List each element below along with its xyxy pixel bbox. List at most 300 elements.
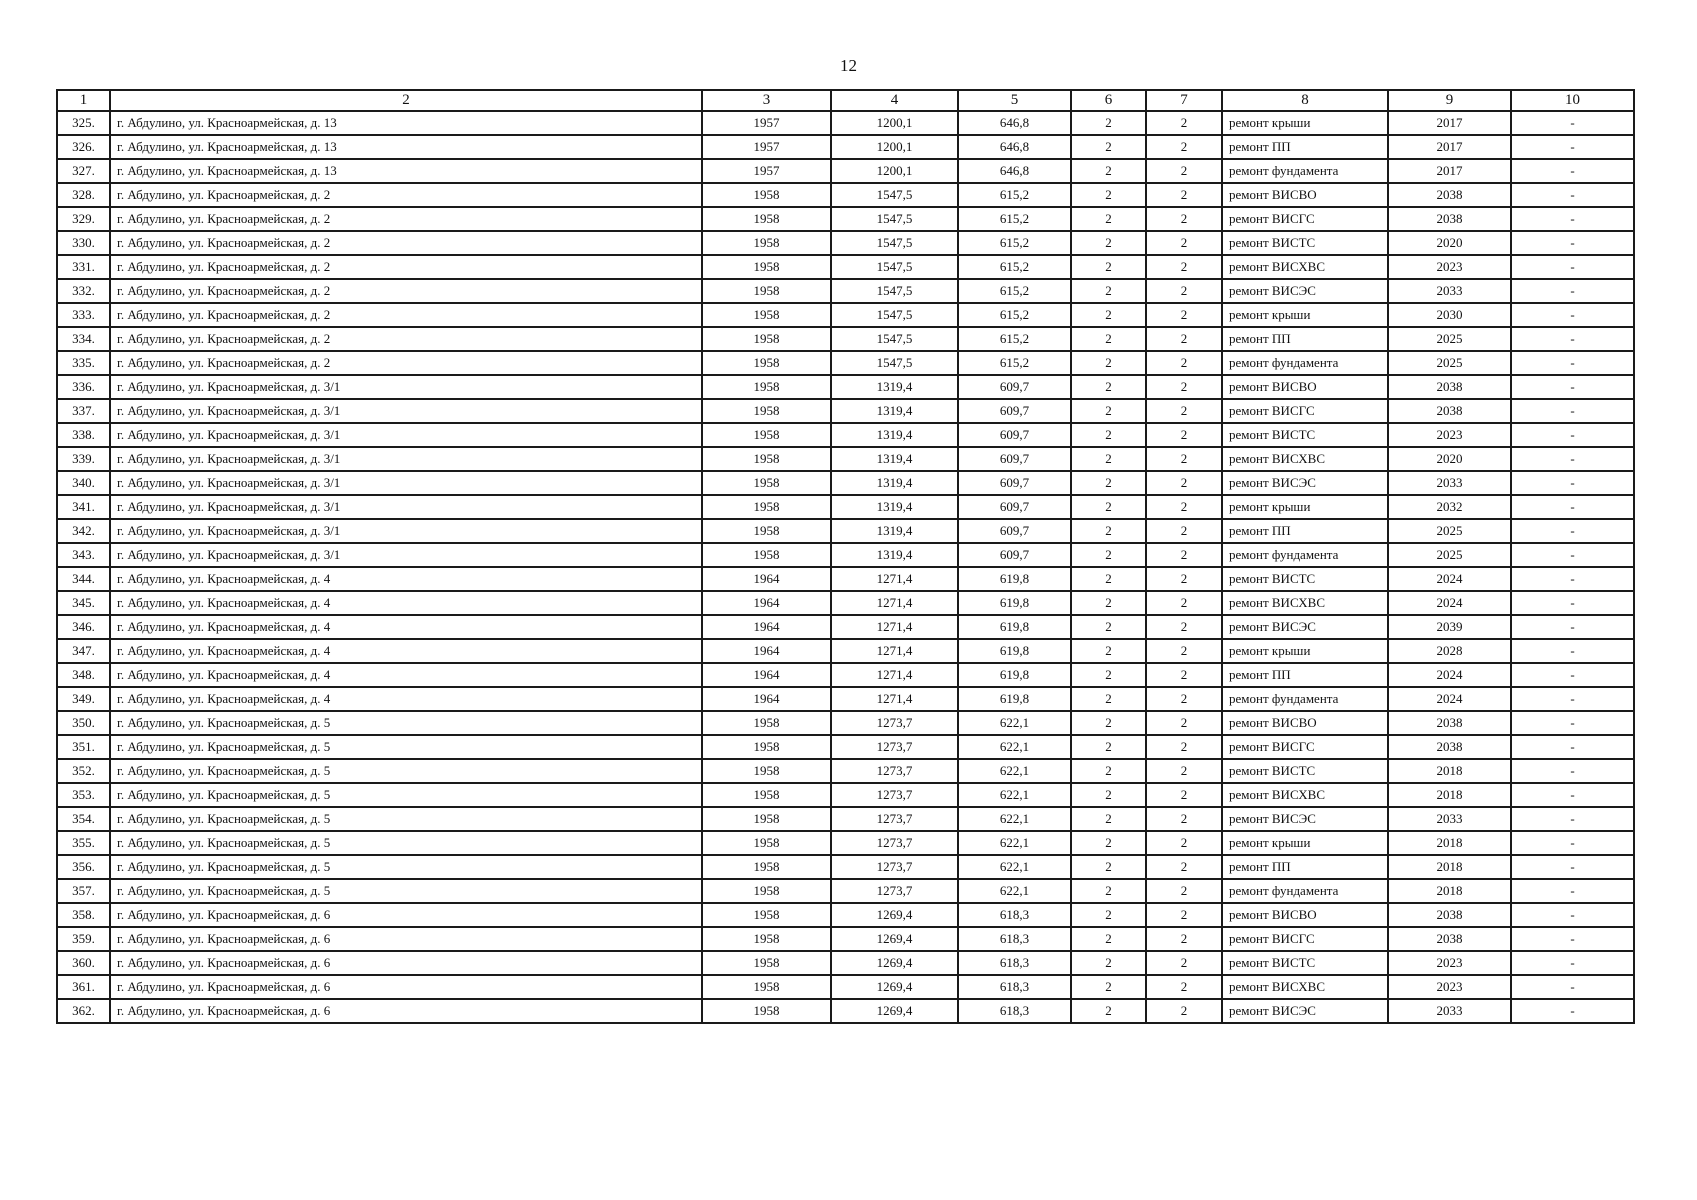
col7-cell: 2 bbox=[1146, 639, 1222, 663]
col10-cell: - bbox=[1511, 231, 1634, 255]
living-area-cell: 615,2 bbox=[958, 207, 1071, 231]
table-row bbox=[57, 471, 1634, 495]
table-row bbox=[57, 615, 1634, 639]
total-area-cell: 1273,7 bbox=[831, 759, 958, 783]
year-built-cell: 1958 bbox=[702, 711, 831, 735]
planned-year-cell: 2033 bbox=[1388, 999, 1511, 1023]
table-row bbox=[57, 639, 1634, 663]
row-number-cell: 349. bbox=[57, 687, 110, 711]
col10-cell: - bbox=[1511, 687, 1634, 711]
planned-year-cell: 2020 bbox=[1388, 447, 1511, 471]
col7-cell: 2 bbox=[1146, 783, 1222, 807]
table-row bbox=[57, 591, 1634, 615]
col7-cell: 2 bbox=[1146, 327, 1222, 351]
work-type-cell: ремонт ВИСЭС bbox=[1222, 279, 1388, 303]
year-built-cell: 1964 bbox=[702, 591, 831, 615]
planned-year-cell: 2018 bbox=[1388, 855, 1511, 879]
col10-cell: - bbox=[1511, 255, 1634, 279]
table-row bbox=[57, 375, 1634, 399]
total-area-cell: 1547,5 bbox=[831, 303, 958, 327]
total-area-cell: 1200,1 bbox=[831, 111, 958, 135]
col6-cell: 2 bbox=[1071, 159, 1146, 183]
living-area-cell: 618,3 bbox=[958, 951, 1071, 975]
planned-year-cell: 2033 bbox=[1388, 471, 1511, 495]
living-area-cell: 618,3 bbox=[958, 975, 1071, 999]
col6-cell: 2 bbox=[1071, 447, 1146, 471]
planned-year-cell: 2025 bbox=[1388, 351, 1511, 375]
table-row bbox=[57, 879, 1634, 903]
col6-cell: 2 bbox=[1071, 639, 1146, 663]
col10-cell: - bbox=[1511, 375, 1634, 399]
work-type-cell: ремонт ВИСЭС bbox=[1222, 807, 1388, 831]
living-area-cell: 646,8 bbox=[958, 135, 1071, 159]
work-type-cell: ремонт ВИСТС bbox=[1222, 423, 1388, 447]
planned-year-cell: 2025 bbox=[1388, 543, 1511, 567]
address-cell: г. Абдулино, ул. Красноармейская, д. 3/1 bbox=[110, 375, 702, 399]
year-built-cell: 1958 bbox=[702, 495, 831, 519]
total-area-cell: 1273,7 bbox=[831, 735, 958, 759]
col6-cell: 2 bbox=[1071, 495, 1146, 519]
living-area-cell: 619,8 bbox=[958, 567, 1071, 591]
planned-year-cell: 2032 bbox=[1388, 495, 1511, 519]
table-row bbox=[57, 495, 1634, 519]
planned-year-cell: 2033 bbox=[1388, 807, 1511, 831]
planned-year-cell: 2018 bbox=[1388, 879, 1511, 903]
planned-year-cell: 2038 bbox=[1388, 183, 1511, 207]
address-cell: г. Абдулино, ул. Красноармейская, д. 2 bbox=[110, 279, 702, 303]
col7-cell: 2 bbox=[1146, 591, 1222, 615]
col10-cell: - bbox=[1511, 447, 1634, 471]
total-area-cell: 1271,4 bbox=[831, 591, 958, 615]
row-number-cell: 338. bbox=[57, 423, 110, 447]
col6-cell: 2 bbox=[1071, 615, 1146, 639]
planned-year-cell: 2025 bbox=[1388, 327, 1511, 351]
col7-cell: 2 bbox=[1146, 903, 1222, 927]
year-built-cell: 1958 bbox=[702, 879, 831, 903]
living-area-cell: 615,2 bbox=[958, 327, 1071, 351]
col7-cell: 2 bbox=[1146, 855, 1222, 879]
planned-year-cell: 2024 bbox=[1388, 663, 1511, 687]
col10-cell: - bbox=[1511, 207, 1634, 231]
row-number-cell: 350. bbox=[57, 711, 110, 735]
col10-cell: - bbox=[1511, 591, 1634, 615]
table-row bbox=[57, 255, 1634, 279]
work-type-cell: ремонт ВИСХВС bbox=[1222, 783, 1388, 807]
col7-cell: 2 bbox=[1146, 807, 1222, 831]
col7-cell: 2 bbox=[1146, 567, 1222, 591]
work-type-cell: ремонт ВИСГС bbox=[1222, 207, 1388, 231]
address-cell: г. Абдулино, ул. Красноармейская, д. 5 bbox=[110, 711, 702, 735]
col10-cell: - bbox=[1511, 495, 1634, 519]
col10-cell: - bbox=[1511, 279, 1634, 303]
living-area-cell: 622,1 bbox=[958, 831, 1071, 855]
planned-year-cell: 2030 bbox=[1388, 303, 1511, 327]
col6-cell: 2 bbox=[1071, 903, 1146, 927]
planned-year-cell: 2018 bbox=[1388, 831, 1511, 855]
col7-cell: 2 bbox=[1146, 111, 1222, 135]
col10-cell: - bbox=[1511, 519, 1634, 543]
total-area-cell: 1319,4 bbox=[831, 423, 958, 447]
work-type-cell: ремонт ПП bbox=[1222, 855, 1388, 879]
planned-year-cell: 2023 bbox=[1388, 975, 1511, 999]
living-area-cell: 609,7 bbox=[958, 447, 1071, 471]
total-area-cell: 1319,4 bbox=[831, 399, 958, 423]
total-area-cell: 1271,4 bbox=[831, 639, 958, 663]
address-cell: г. Абдулино, ул. Красноармейская, д. 6 bbox=[110, 927, 702, 951]
col10-cell: - bbox=[1511, 879, 1634, 903]
col6-cell: 2 bbox=[1071, 207, 1146, 231]
living-area-cell: 609,7 bbox=[958, 399, 1071, 423]
table-row bbox=[57, 903, 1634, 927]
table-row bbox=[57, 303, 1634, 327]
col7-cell: 2 bbox=[1146, 831, 1222, 855]
table-row bbox=[57, 975, 1634, 999]
row-number-cell: 334. bbox=[57, 327, 110, 351]
col6-cell: 2 bbox=[1071, 759, 1146, 783]
col7-cell: 2 bbox=[1146, 207, 1222, 231]
planned-year-cell: 2038 bbox=[1388, 399, 1511, 423]
column-header: 2 bbox=[110, 90, 702, 111]
address-cell: г. Абдулино, ул. Красноармейская, д. 5 bbox=[110, 735, 702, 759]
address-cell: г. Абдулино, ул. Красноармейская, д. 2 bbox=[110, 231, 702, 255]
work-type-cell: ремонт крыши bbox=[1222, 495, 1388, 519]
total-area-cell: 1271,4 bbox=[831, 615, 958, 639]
work-type-cell: ремонт ВИСТС bbox=[1222, 231, 1388, 255]
table-row bbox=[57, 831, 1634, 855]
living-area-cell: 619,8 bbox=[958, 639, 1071, 663]
address-cell: г. Абдулино, ул. Красноармейская, д. 2 bbox=[110, 183, 702, 207]
work-type-cell: ремонт ВИСГС bbox=[1222, 927, 1388, 951]
row-number-cell: 352. bbox=[57, 759, 110, 783]
address-cell: г. Абдулино, ул. Красноармейская, д. 2 bbox=[110, 327, 702, 351]
table-row bbox=[57, 111, 1634, 135]
planned-year-cell: 2024 bbox=[1388, 687, 1511, 711]
col6-cell: 2 bbox=[1071, 567, 1146, 591]
row-number-cell: 345. bbox=[57, 591, 110, 615]
col7-cell: 2 bbox=[1146, 255, 1222, 279]
table-row bbox=[57, 231, 1634, 255]
row-number-cell: 335. bbox=[57, 351, 110, 375]
table-row bbox=[57, 687, 1634, 711]
planned-year-cell: 2024 bbox=[1388, 567, 1511, 591]
col10-cell: - bbox=[1511, 399, 1634, 423]
col10-cell: - bbox=[1511, 927, 1634, 951]
table-row bbox=[57, 447, 1634, 471]
planned-year-cell: 2028 bbox=[1388, 639, 1511, 663]
col10-cell: - bbox=[1511, 615, 1634, 639]
planned-year-cell: 2038 bbox=[1388, 207, 1511, 231]
table-row bbox=[57, 735, 1634, 759]
col10-cell: - bbox=[1511, 807, 1634, 831]
year-built-cell: 1958 bbox=[702, 351, 831, 375]
column-header: 8 bbox=[1222, 90, 1388, 111]
year-built-cell: 1958 bbox=[702, 399, 831, 423]
living-area-cell: 609,7 bbox=[958, 519, 1071, 543]
year-built-cell: 1964 bbox=[702, 567, 831, 591]
living-area-cell: 615,2 bbox=[958, 231, 1071, 255]
planned-year-cell: 2023 bbox=[1388, 423, 1511, 447]
col6-cell: 2 bbox=[1071, 303, 1146, 327]
total-area-cell: 1273,7 bbox=[831, 879, 958, 903]
living-area-cell: 622,1 bbox=[958, 807, 1071, 831]
col10-cell: - bbox=[1511, 351, 1634, 375]
living-area-cell: 622,1 bbox=[958, 759, 1071, 783]
col10-cell: - bbox=[1511, 159, 1634, 183]
living-area-cell: 622,1 bbox=[958, 855, 1071, 879]
year-built-cell: 1958 bbox=[702, 855, 831, 879]
work-type-cell: ремонт фундамента bbox=[1222, 543, 1388, 567]
year-built-cell: 1957 bbox=[702, 135, 831, 159]
work-type-cell: ремонт ВИСВО bbox=[1222, 711, 1388, 735]
work-type-cell: ремонт крыши bbox=[1222, 831, 1388, 855]
living-area-cell: 622,1 bbox=[958, 711, 1071, 735]
year-built-cell: 1958 bbox=[702, 759, 831, 783]
row-number-cell: 358. bbox=[57, 903, 110, 927]
col6-cell: 2 bbox=[1071, 831, 1146, 855]
col7-cell: 2 bbox=[1146, 471, 1222, 495]
col7-cell: 2 bbox=[1146, 999, 1222, 1023]
total-area-cell: 1319,4 bbox=[831, 471, 958, 495]
col10-cell: - bbox=[1511, 639, 1634, 663]
address-cell: г. Абдулино, ул. Красноармейская, д. 6 bbox=[110, 975, 702, 999]
living-area-cell: 646,8 bbox=[958, 111, 1071, 135]
address-cell: г. Абдулино, ул. Красноармейская, д. 3/1 bbox=[110, 495, 702, 519]
living-area-cell: 646,8 bbox=[958, 159, 1071, 183]
row-number-cell: 360. bbox=[57, 951, 110, 975]
col6-cell: 2 bbox=[1071, 663, 1146, 687]
row-number-cell: 348. bbox=[57, 663, 110, 687]
work-type-cell: ремонт крыши bbox=[1222, 303, 1388, 327]
total-area-cell: 1271,4 bbox=[831, 687, 958, 711]
address-cell: г. Абдулино, ул. Красноармейская, д. 6 bbox=[110, 999, 702, 1023]
col10-cell: - bbox=[1511, 327, 1634, 351]
address-cell: г. Абдулино, ул. Красноармейская, д. 5 bbox=[110, 807, 702, 831]
year-built-cell: 1958 bbox=[702, 927, 831, 951]
row-number-cell: 332. bbox=[57, 279, 110, 303]
work-type-cell: ремонт фундамента bbox=[1222, 159, 1388, 183]
col7-cell: 2 bbox=[1146, 183, 1222, 207]
address-cell: г. Абдулино, ул. Красноармейская, д. 4 bbox=[110, 615, 702, 639]
year-built-cell: 1957 bbox=[702, 111, 831, 135]
living-area-cell: 622,1 bbox=[958, 735, 1071, 759]
total-area-cell: 1200,1 bbox=[831, 135, 958, 159]
address-cell: г. Абдулино, ул. Красноармейская, д. 6 bbox=[110, 951, 702, 975]
work-type-cell: ремонт фундамента bbox=[1222, 687, 1388, 711]
address-cell: г. Абдулино, ул. Красноармейская, д. 2 bbox=[110, 303, 702, 327]
header-row bbox=[57, 90, 1634, 111]
planned-year-cell: 2024 bbox=[1388, 591, 1511, 615]
living-area-cell: 609,7 bbox=[958, 375, 1071, 399]
total-area-cell: 1200,1 bbox=[831, 159, 958, 183]
row-number-cell: 344. bbox=[57, 567, 110, 591]
address-cell: г. Абдулино, ул. Красноармейская, д. 6 bbox=[110, 903, 702, 927]
living-area-cell: 619,8 bbox=[958, 615, 1071, 639]
living-area-cell: 615,2 bbox=[958, 279, 1071, 303]
col6-cell: 2 bbox=[1071, 591, 1146, 615]
row-number-cell: 336. bbox=[57, 375, 110, 399]
row-number-cell: 325. bbox=[57, 111, 110, 135]
living-area-cell: 615,2 bbox=[958, 183, 1071, 207]
col10-cell: - bbox=[1511, 735, 1634, 759]
col10-cell: - bbox=[1511, 951, 1634, 975]
col7-cell: 2 bbox=[1146, 663, 1222, 687]
col6-cell: 2 bbox=[1071, 111, 1146, 135]
row-number-cell: 362. bbox=[57, 999, 110, 1023]
work-type-cell: ремонт ВИСЭС bbox=[1222, 999, 1388, 1023]
col7-cell: 2 bbox=[1146, 519, 1222, 543]
address-cell: г. Абдулино, ул. Красноармейская, д. 4 bbox=[110, 567, 702, 591]
total-area-cell: 1319,4 bbox=[831, 447, 958, 471]
address-cell: г. Абдулино, ул. Красноармейская, д. 13 bbox=[110, 111, 702, 135]
col6-cell: 2 bbox=[1071, 231, 1146, 255]
col6-cell: 2 bbox=[1071, 327, 1146, 351]
row-number-cell: 326. bbox=[57, 135, 110, 159]
total-area-cell: 1319,4 bbox=[831, 543, 958, 567]
col6-cell: 2 bbox=[1071, 519, 1146, 543]
col6-cell: 2 bbox=[1071, 711, 1146, 735]
col7-cell: 2 bbox=[1146, 879, 1222, 903]
col10-cell: - bbox=[1511, 903, 1634, 927]
col6-cell: 2 bbox=[1071, 255, 1146, 279]
row-number-cell: 333. bbox=[57, 303, 110, 327]
year-built-cell: 1958 bbox=[702, 783, 831, 807]
living-area-cell: 615,2 bbox=[958, 255, 1071, 279]
address-cell: г. Абдулино, ул. Красноармейская, д. 3/1 bbox=[110, 471, 702, 495]
address-cell: г. Абдулино, ул. Красноармейская, д. 2 bbox=[110, 207, 702, 231]
total-area-cell: 1547,5 bbox=[831, 231, 958, 255]
work-type-cell: ремонт ВИСГС bbox=[1222, 399, 1388, 423]
col6-cell: 2 bbox=[1071, 423, 1146, 447]
col7-cell: 2 bbox=[1146, 135, 1222, 159]
column-header: 7 bbox=[1146, 90, 1222, 111]
work-type-cell: ремонт ВИСТС bbox=[1222, 567, 1388, 591]
planned-year-cell: 2018 bbox=[1388, 759, 1511, 783]
col6-cell: 2 bbox=[1071, 927, 1146, 951]
col10-cell: - bbox=[1511, 663, 1634, 687]
work-type-cell: ремонт ПП bbox=[1222, 327, 1388, 351]
living-area-cell: 609,7 bbox=[958, 495, 1071, 519]
col10-cell: - bbox=[1511, 111, 1634, 135]
planned-year-cell: 2033 bbox=[1388, 279, 1511, 303]
col6-cell: 2 bbox=[1071, 879, 1146, 903]
address-cell: г. Абдулино, ул. Красноармейская, д. 2 bbox=[110, 351, 702, 375]
address-cell: г. Абдулино, ул. Красноармейская, д. 2 bbox=[110, 255, 702, 279]
table-row bbox=[57, 351, 1634, 375]
col10-cell: - bbox=[1511, 711, 1634, 735]
year-built-cell: 1958 bbox=[702, 807, 831, 831]
work-type-cell: ремонт крыши bbox=[1222, 111, 1388, 135]
address-cell: г. Абдулино, ул. Красноармейская, д. 3/1 bbox=[110, 399, 702, 423]
address-cell: г. Абдулино, ул. Красноармейская, д. 5 bbox=[110, 759, 702, 783]
planned-year-cell: 2017 bbox=[1388, 159, 1511, 183]
table-row bbox=[57, 999, 1634, 1023]
address-cell: г. Абдулино, ул. Красноармейская, д. 3/1 bbox=[110, 543, 702, 567]
planned-year-cell: 2038 bbox=[1388, 927, 1511, 951]
planned-year-cell: 2038 bbox=[1388, 735, 1511, 759]
year-built-cell: 1958 bbox=[702, 735, 831, 759]
total-area-cell: 1273,7 bbox=[831, 855, 958, 879]
col10-cell: - bbox=[1511, 567, 1634, 591]
address-cell: г. Абдулино, ул. Красноармейская, д. 4 bbox=[110, 639, 702, 663]
address-cell: г. Абдулино, ул. Красноармейская, д. 5 bbox=[110, 855, 702, 879]
table-row bbox=[57, 543, 1634, 567]
total-area-cell: 1271,4 bbox=[831, 567, 958, 591]
total-area-cell: 1273,7 bbox=[831, 831, 958, 855]
col6-cell: 2 bbox=[1071, 855, 1146, 879]
year-built-cell: 1958 bbox=[702, 207, 831, 231]
planned-year-cell: 2039 bbox=[1388, 615, 1511, 639]
col7-cell: 2 bbox=[1146, 495, 1222, 519]
column-header: 1 bbox=[57, 90, 110, 111]
total-area-cell: 1547,5 bbox=[831, 327, 958, 351]
col10-cell: - bbox=[1511, 471, 1634, 495]
col10-cell: - bbox=[1511, 999, 1634, 1023]
year-built-cell: 1964 bbox=[702, 687, 831, 711]
col10-cell: - bbox=[1511, 135, 1634, 159]
year-built-cell: 1958 bbox=[702, 255, 831, 279]
table-row bbox=[57, 327, 1634, 351]
column-header: 3 bbox=[702, 90, 831, 111]
col7-cell: 2 bbox=[1146, 711, 1222, 735]
year-built-cell: 1964 bbox=[702, 663, 831, 687]
col6-cell: 2 bbox=[1071, 375, 1146, 399]
address-cell: г. Абдулино, ул. Красноармейская, д. 3/1 bbox=[110, 423, 702, 447]
col10-cell: - bbox=[1511, 783, 1634, 807]
col6-cell: 2 bbox=[1071, 951, 1146, 975]
address-cell: г. Абдулино, ул. Красноармейская, д. 5 bbox=[110, 783, 702, 807]
living-area-cell: 609,7 bbox=[958, 543, 1071, 567]
row-number-cell: 340. bbox=[57, 471, 110, 495]
col7-cell: 2 bbox=[1146, 975, 1222, 999]
row-number-cell: 327. bbox=[57, 159, 110, 183]
work-type-cell: ремонт ВИСХВС bbox=[1222, 591, 1388, 615]
living-area-cell: 615,2 bbox=[958, 303, 1071, 327]
row-number-cell: 341. bbox=[57, 495, 110, 519]
row-number-cell: 357. bbox=[57, 879, 110, 903]
table-body bbox=[57, 111, 1634, 1023]
year-built-cell: 1957 bbox=[702, 159, 831, 183]
address-cell: г. Абдулино, ул. Красноармейская, д. 4 bbox=[110, 591, 702, 615]
col7-cell: 2 bbox=[1146, 951, 1222, 975]
col7-cell: 2 bbox=[1146, 543, 1222, 567]
table-row bbox=[57, 567, 1634, 591]
total-area-cell: 1273,7 bbox=[831, 711, 958, 735]
work-type-cell: ремонт ВИСХВС bbox=[1222, 447, 1388, 471]
total-area-cell: 1319,4 bbox=[831, 375, 958, 399]
row-number-cell: 347. bbox=[57, 639, 110, 663]
col6-cell: 2 bbox=[1071, 807, 1146, 831]
col6-cell: 2 bbox=[1071, 279, 1146, 303]
col10-cell: - bbox=[1511, 831, 1634, 855]
living-area-cell: 619,8 bbox=[958, 687, 1071, 711]
total-area-cell: 1269,4 bbox=[831, 999, 958, 1023]
total-area-cell: 1271,4 bbox=[831, 663, 958, 687]
col6-cell: 2 bbox=[1071, 183, 1146, 207]
table-row bbox=[57, 951, 1634, 975]
col6-cell: 2 bbox=[1071, 543, 1146, 567]
total-area-cell: 1269,4 bbox=[831, 951, 958, 975]
repair-schedule-table bbox=[56, 89, 1635, 1024]
year-built-cell: 1958 bbox=[702, 831, 831, 855]
work-type-cell: ремонт крыши bbox=[1222, 639, 1388, 663]
row-number-cell: 354. bbox=[57, 807, 110, 831]
year-built-cell: 1958 bbox=[702, 447, 831, 471]
planned-year-cell: 2038 bbox=[1388, 903, 1511, 927]
work-type-cell: ремонт ВИСТС bbox=[1222, 951, 1388, 975]
address-cell: г. Абдулино, ул. Красноармейская, д. 3/1 bbox=[110, 519, 702, 543]
year-built-cell: 1958 bbox=[702, 543, 831, 567]
col6-cell: 2 bbox=[1071, 351, 1146, 375]
